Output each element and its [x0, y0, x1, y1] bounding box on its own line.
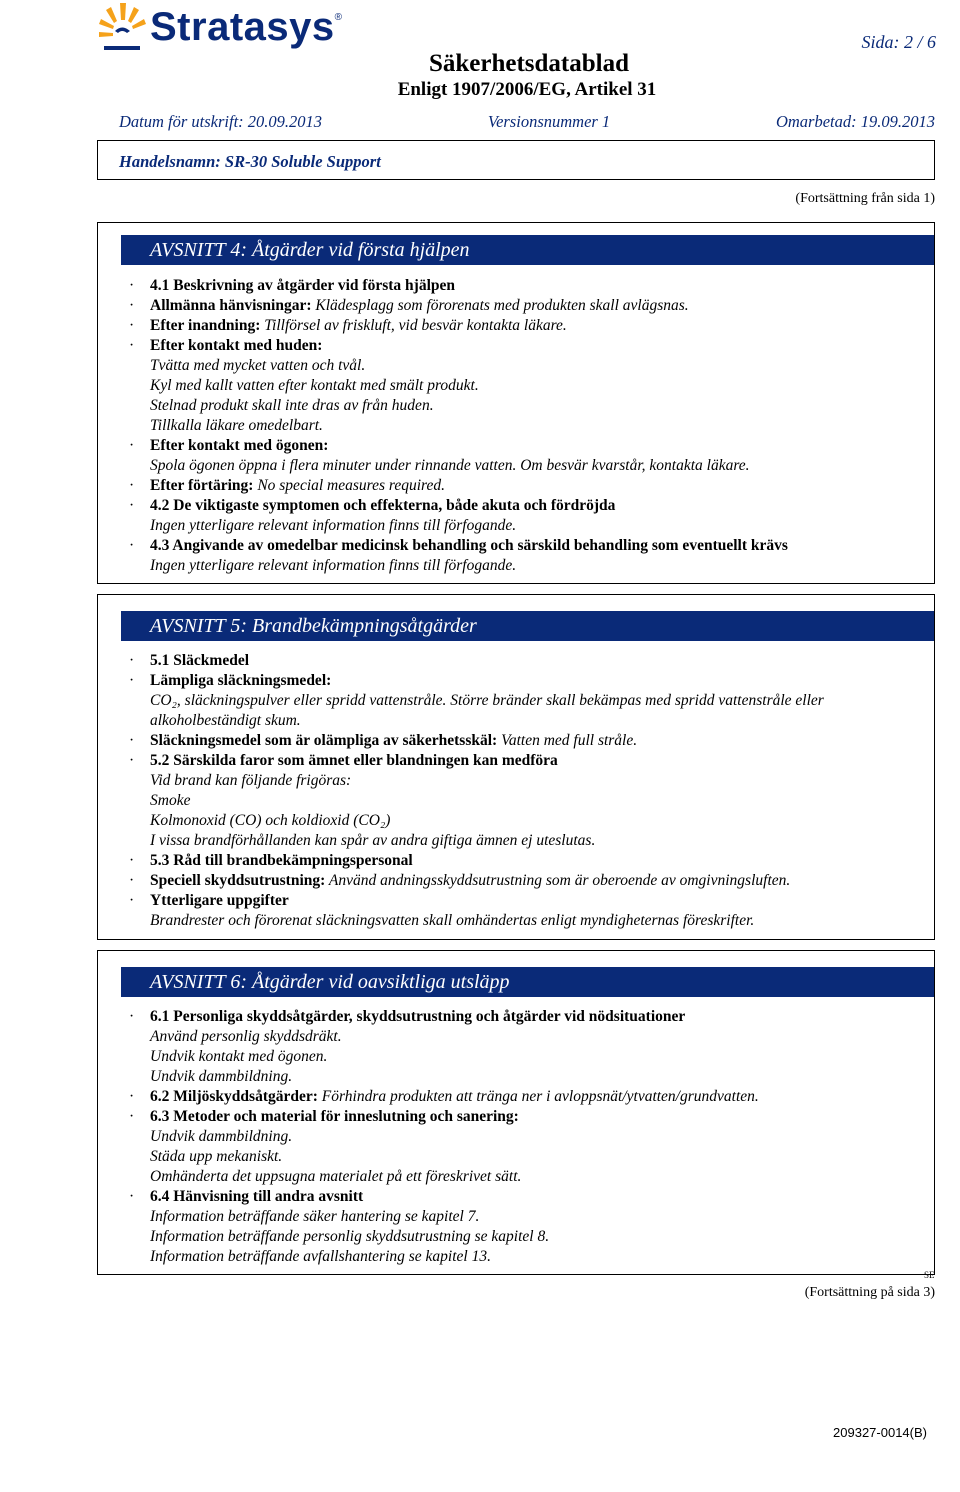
s6-line-8: Städa upp mekaniskt. — [150, 1148, 283, 1165]
s6-line-2: Använd personlig skyddsdräkt. — [150, 1028, 342, 1045]
s5-line-1: · 5.1 Släckmedel — [129, 652, 250, 669]
s4-line-13: Ingen ytterligare relevant information finns till förfogande. — [150, 517, 517, 534]
s5-line-12: · Speciell skyddsutrustning: Använd andningsskyddsutrustning som är oberoende av omgivningsluften. — [129, 872, 791, 889]
continued-from: (Fortsättning från sida 1) — [795, 191, 935, 206]
s6-line-1: · 6.1 Personliga skyddsåtgärder, skyddsutrustning och åtgärder vid nödsituationer — [129, 1008, 686, 1025]
language-tag: SE — [924, 1270, 935, 1280]
s4-line-10: Spola ögonen öppna i flera minuter under rinnande vatten. Om besvär kvarstår, kontakta läkare. — [150, 457, 750, 474]
section-6 — [97, 950, 935, 1275]
page-number: Sida: 2 / 6 — [861, 32, 936, 52]
s4-line-3: · Efter inandning: Tillförsel av friskluft, vid besvär kontakta läkare. — [129, 317, 567, 334]
s6-line-4: Undvik dammbildning. — [150, 1068, 293, 1085]
section-5-heading: AVSNITT 5: Brandbekämpningsåtgärder — [121, 611, 934, 641]
continued-to: (Fortsättning på sida 3) — [804, 1285, 935, 1300]
trade-name: Handelsnamn: SR-30 Soluble Support — [119, 152, 381, 171]
section-5 — [97, 594, 935, 940]
s4-line-6: Kyl med kallt vatten efter kontakt med smält produkt. — [150, 377, 479, 394]
s4-line-12: · 4.2 De viktigaste symptomen och effekterna, både akuta och fördröjda — [129, 497, 616, 514]
s6-line-5: · 6.2 Miljöskyddsåtgärder: Förhindra produkten att tränga ner i avloppsnät/ytvatten/grundvatten. — [129, 1088, 759, 1105]
s6-line-13: Information beträffande avfallshantering se kapitel 13. — [150, 1248, 491, 1265]
s6-line-9: Omhänderta det uppsugna materialet på ett föreskrivet sätt. — [150, 1168, 522, 1185]
section-4-heading: AVSNITT 4: Åtgärder vid första hjälpen — [121, 235, 934, 265]
s5-line-5: · Släckningsmedel som är olämpliga av säkerhetsskäl: Vatten med full stråle. — [129, 732, 638, 749]
s4-line-8: Tillkalla läkare omedelbart. — [150, 417, 323, 434]
s5-line-6: · 5.2 Särskilda faror som ämnet eller blandningen kan medföra — [129, 752, 558, 769]
s4-line-9: · Efter kontakt med ögonen: — [129, 437, 329, 454]
s6-line-6: · 6.3 Metoder och material för inneslutning och sanering: — [129, 1108, 519, 1125]
trade-name-box — [97, 140, 935, 180]
s5-line-9: Kolmonoxid (CO) och koldioxid (CO₂) — [150, 812, 391, 829]
s4-line-11: · Efter förtäring: No special measures required. — [129, 477, 446, 494]
s4-line-1: · 4.1 Beskrivning av åtgärder vid första hjälpen — [129, 277, 455, 294]
s6-line-3: Undvik kontakt med ögonen. — [150, 1048, 328, 1065]
version-number: Versionsnummer 1 — [487, 112, 611, 131]
s6-line-12: Information beträffande personlig skyddsutrustning se kapitel 8. — [150, 1228, 550, 1245]
s5-line-11: · 5.3 Råd till brandbekämpningspersonal — [129, 852, 413, 869]
s4-line-14: · 4.3 Angivande av omedelbar medicinsk behandling och särskild behandling som eventuellt krävs — [129, 537, 788, 554]
s4-line-5: Tvätta med mycket vatten och tvål. — [150, 357, 366, 374]
s5-line-8: Smoke — [150, 792, 191, 809]
document-number: 209327-0014(B) — [833, 1425, 927, 1440]
s4-line-15: Ingen ytterligare relevant information finns till förfogande. — [150, 557, 517, 574]
s5-line-13: · Ytterligare uppgifter — [129, 892, 289, 909]
s4-line-2: · Allmänna hänvisningar: Klädesplagg som förorenats med produkten skall avlägsnas. — [129, 297, 689, 314]
s5-line-2: · Lämpliga släckningsmedel: — [129, 672, 332, 689]
s5-line-14: Brandrester och förorenat släckningsvatten skall omhändertas enligt myndigheternas föreskrifter. — [150, 912, 755, 929]
document-subtitle: Enligt 1907/2006/EG, Artikel 31 — [397, 79, 657, 100]
s5-line-4: alkoholbeständigt skum. — [150, 712, 301, 729]
s6-line-7: Undvik dammbildning. — [150, 1128, 293, 1145]
document-title: Säkerhetsdatablad — [428, 50, 630, 77]
s5-line-10: I vissa brandförhållanden kan spår av andra giftiga ämnen ej uteslutas. — [150, 832, 596, 849]
section-6-heading: AVSNITT 6: Åtgärder vid oavsiktliga utsläpp — [121, 967, 934, 997]
s4-line-7: Stelnad produkt skall inte dras av från huden. — [150, 397, 434, 414]
brand-name: Stratasys® — [150, 5, 343, 49]
s6-line-11: Information beträffande säker hantering se kapitel 7. — [150, 1208, 480, 1225]
s4-line-4: · Efter kontakt med huden: — [129, 337, 323, 354]
stratasys-logo — [98, 2, 343, 52]
sunburst-logo-icon — [98, 2, 146, 52]
section-4 — [97, 222, 935, 584]
print-date: Datum för utskrift: 20.09.2013 — [119, 112, 323, 131]
meta-row — [119, 112, 935, 132]
revised-date: Omarbetad: 19.09.2013 — [775, 112, 935, 131]
s6-line-10: · 6.4 Hänvisning till andra avsnitt — [129, 1188, 364, 1205]
s5-line-7: Vid brand kan följande frigöras: — [150, 772, 352, 789]
s5-line-3: CO₂, släckningspulver eller spridd vattenstråle. Större bränder skall bekämpas med spridd vattenstråle eller — [150, 692, 824, 709]
